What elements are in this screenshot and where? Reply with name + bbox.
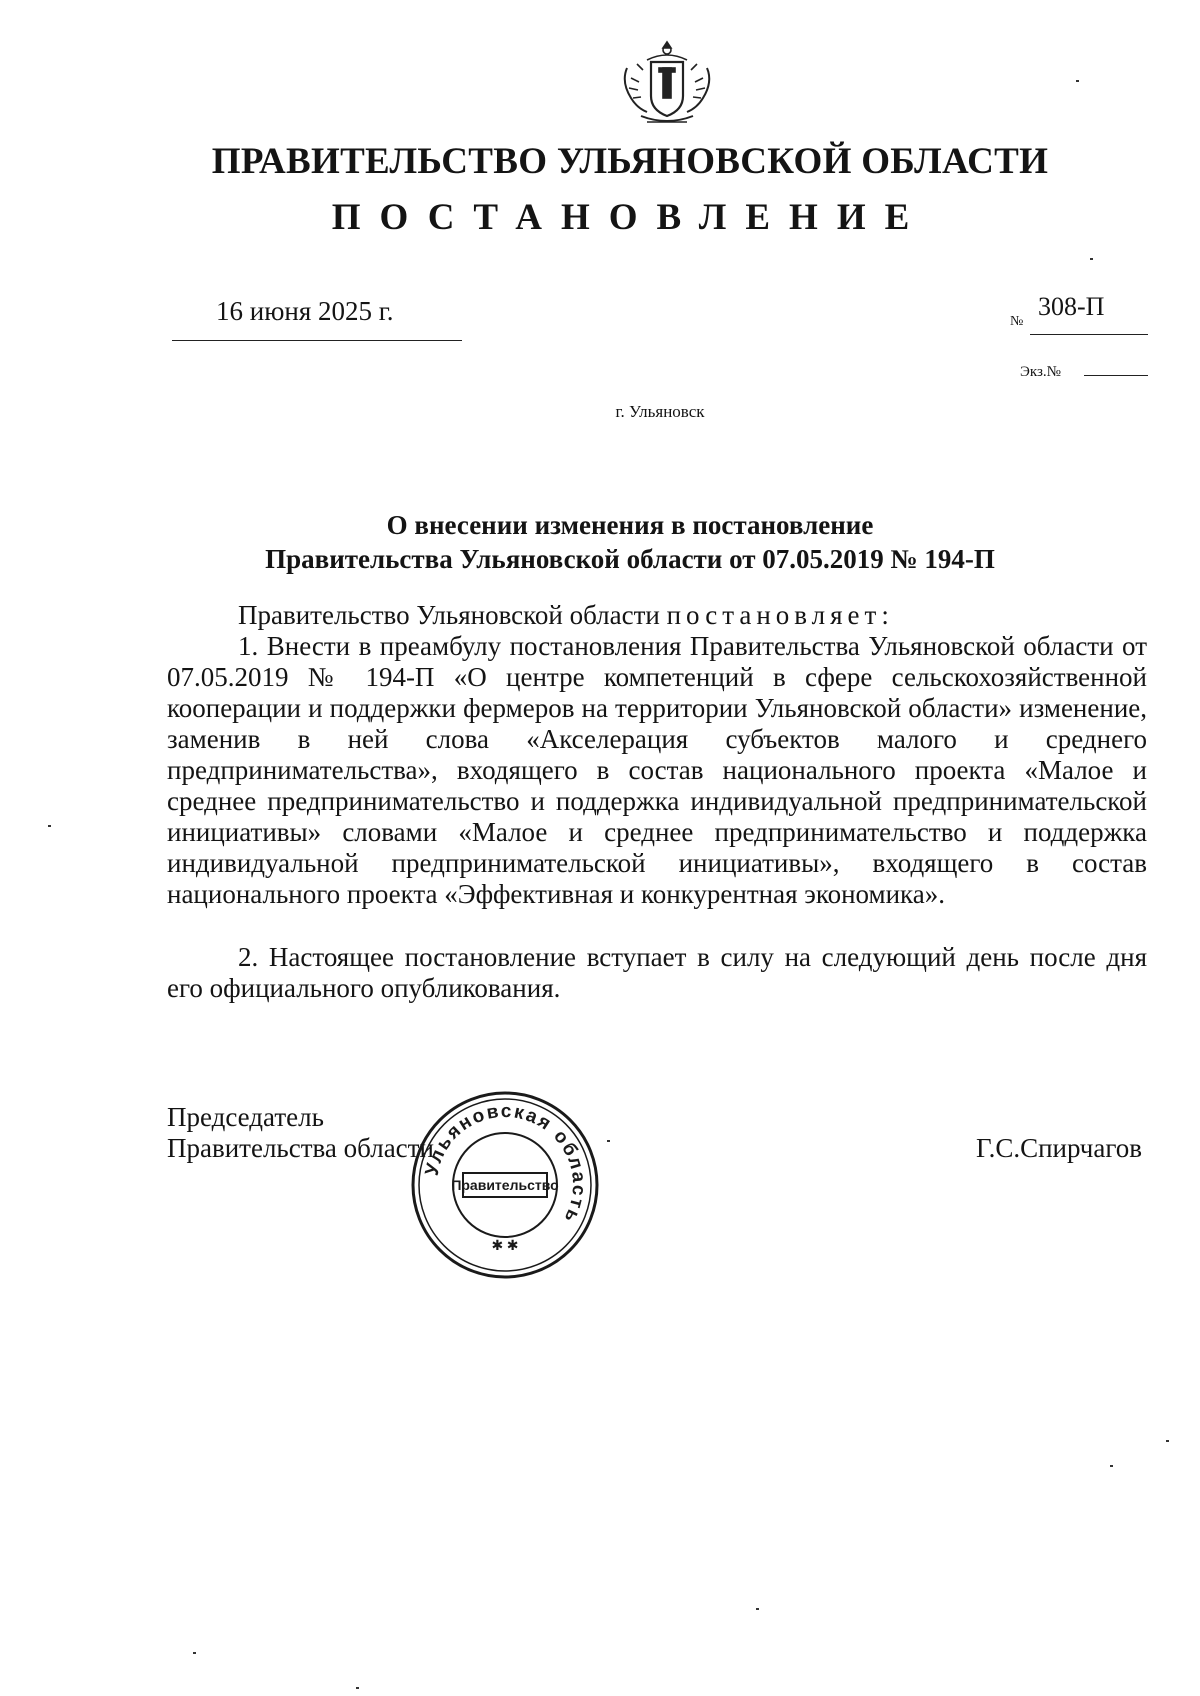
scan-speck [356, 1687, 359, 1689]
preamble-lead: Правительство Ульяновской области [238, 600, 667, 630]
document-date: 16 июня 2025 г. [216, 296, 394, 326]
subject-line-2: Правительства Ульяновской области от 07.05.2019 № 194-П [265, 544, 995, 574]
scan-speck [607, 1140, 610, 1142]
seal-center-text: Правительство [451, 1177, 559, 1193]
subject-line-1: О внесении изменения в постановление [386, 510, 874, 540]
copy-number-underline [1084, 375, 1148, 376]
date-underline [172, 340, 462, 341]
signatory-name: Г.С.Спирчагов [976, 1133, 1143, 1163]
preamble-paragraph [167, 600, 1147, 631]
government-title: ПРАВИТЕЛЬСТВО УЛЬЯНОВСКОЙ ОБЛАСТИ [211, 141, 1049, 182]
document-number: 308-П [1038, 292, 1105, 321]
scan-speck [1076, 80, 1079, 82]
position-line-2: Правительства области [167, 1133, 434, 1163]
item-1-paragraph: 1. Внести в преамбулу постановления Правительства Ульяновской области от 07.05.2019 № 194-П «О центре компетенций в сфере сельскохозяйственной кооперации и поддержки фермеров на территории Ульяновской области» изменение, заменив в ней слова «Акселерация субъектов малого и среднего предпринимательства», входящего в состав национального проекта «Малое и среднее предпринимательство и поддержка индивидуальной предпринимательской инициативы» словами «Малое и среднее предпринимательство и поддержка индивидуальной предпринимательской инициативы», входящего в состав национального проекта «Эффективная и конкурентная экономика». [167, 631, 1147, 909]
signatory-position [167, 1102, 434, 1164]
scan-speck [1090, 258, 1093, 260]
seal-ring-text: Ульяновская область [421, 1100, 590, 1228]
svg-text:Ульяновская область [422, 1101, 590, 1228]
scan-speck [48, 825, 51, 827]
seal-star-icon: ✱ ✱ [491, 1239, 519, 1254]
document-type-heading: ПОСТАНОВЛЕНИЕ [331, 197, 929, 238]
scan-speck [1110, 1465, 1113, 1467]
preamble-resolves: постановляет: [666, 600, 894, 630]
item-2-paragraph: 2. Настоящее постановление вступает в силу на следующий день после дня его официального опубликования. [167, 942, 1147, 1003]
coat-of-arms-emblem [617, 38, 717, 128]
scan-speck [193, 1652, 196, 1654]
city-line: г. Ульяновск [615, 402, 705, 421]
scan-speck [1166, 1440, 1169, 1442]
number-sign: № [1010, 314, 1024, 329]
position-line-1: Председатель [167, 1102, 324, 1132]
document-subject [180, 508, 1080, 576]
official-seal-stamp [405, 1085, 605, 1285]
copy-number-label: Экз.№ [1020, 364, 1061, 380]
scan-speck [756, 1608, 759, 1610]
number-underline [1030, 334, 1148, 335]
